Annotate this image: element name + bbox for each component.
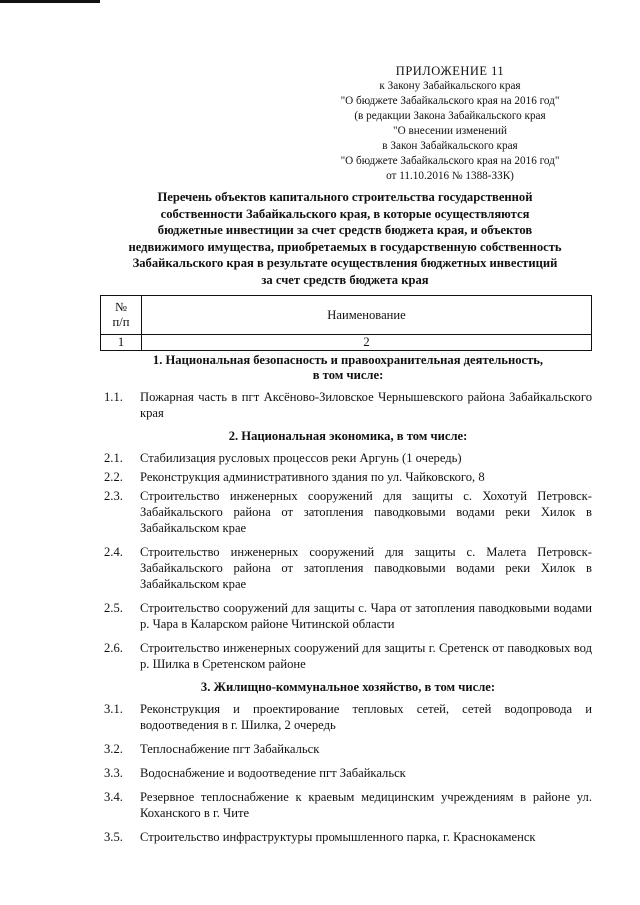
column-header-number-line1: № — [114, 300, 128, 314]
section-title-line: 1. Национальная безопасность и правоохранительная деятельность, — [152, 353, 544, 367]
appendix-line: к Закону Забайкальского края — [379, 80, 521, 92]
list-item — [104, 701, 592, 733]
appendix-line: (в редакции Закона Забайкальского края — [354, 110, 546, 122]
title-line: недвижимого имущества, приобретаемых в государственную собственность — [128, 239, 562, 254]
document-body — [104, 353, 592, 853]
list-item — [104, 544, 592, 592]
item-number: 3.1. — [104, 702, 123, 716]
item-text: Пожарная часть в пгт Аксёново-Зиловское Чернышевского района Забайкальского края — [140, 390, 592, 420]
list-item — [104, 829, 592, 845]
item-number: 2.2. — [104, 470, 123, 484]
column-header-name: Наименование — [142, 296, 592, 335]
column-index-1: 1 — [101, 335, 142, 351]
appendix-line: в Закон Забайкальского края — [382, 140, 518, 152]
item-text: Строительство сооружений для защиты с. Чара от затопления паводковыми водами р. Чара в Каларском районе Читинской области — [140, 601, 592, 631]
list-item — [104, 640, 592, 672]
title-line: бюджетные инвестиции за счет средств бюджета края, и объектов — [157, 223, 533, 237]
column-header-number — [101, 296, 142, 335]
item-text: Строительство инженерных сооружений для защиты с. Хохотуй Петровск-Забайкальского района от затопления паводковыми водами реки Хилок в Забайкальском крае — [140, 489, 592, 535]
list-item — [104, 469, 592, 485]
appendix-line: "О внесении изменений — [393, 125, 507, 137]
item-text: Строительство инфраструктуры промышленного парка, г. Краснокаменск — [140, 830, 536, 844]
appendix-line: от 11.10.2016 № 1388-ЗЗК) — [386, 170, 514, 182]
section-title — [104, 353, 592, 383]
section-national-economy — [104, 429, 592, 672]
section-title-line: 3. Жилищно-коммунальное хозяйство, в том числе: — [200, 680, 496, 694]
section-housing-utilities — [104, 680, 592, 845]
item-text: Строительство инженерных сооружений для защиты с. Малета Петровск-Забайкальского района от затопления паводковыми водами реки Хилок в Забайкальском крае — [140, 545, 592, 591]
appendix-line: "О бюджете Забайкальского края на 2016 год" — [340, 95, 560, 107]
item-text: Резервное теплоснабжение к краевым медицинским учреждениям в районе ул. Коханского в г. Чите — [140, 790, 592, 820]
section-title-line: в том числе: — [312, 368, 384, 382]
item-number: 3.5. — [104, 830, 123, 844]
section-title — [104, 429, 592, 444]
list-item — [104, 789, 592, 821]
item-number: 1.1. — [104, 390, 123, 404]
item-text: Теплоснабжение пгт Забайкальск — [140, 742, 320, 756]
title-line: за счет средств бюджета края — [261, 272, 429, 287]
item-number: 3.3. — [104, 766, 123, 780]
item-text: Водоснабжение и водоотведение пгт Забайкальск — [140, 766, 406, 780]
section-title-line: 2. Национальная экономика, в том числе: — [228, 429, 468, 443]
list-item — [104, 741, 592, 757]
title-line: Перечень объектов капитального строительства государственной — [157, 190, 533, 204]
list-table-header — [100, 295, 592, 351]
scan-edge-mark — [0, 0, 100, 3]
list-item — [104, 450, 592, 466]
item-number: 2.6. — [104, 641, 123, 655]
item-text: Строительство инженерных сооружений для защиты г. Сретенск от паводковых вод р. Шилка в Сретенском районе — [140, 641, 592, 671]
item-text: Реконструкция административного здания по ул. Чайковского, 8 — [140, 470, 485, 484]
title-line: Забайкальского края в результате осуществления бюджетных инвестиций — [132, 256, 558, 270]
document-title — [100, 189, 590, 288]
section-national-security — [104, 353, 592, 421]
list-item — [104, 389, 592, 421]
column-index-2: 2 — [142, 335, 592, 351]
list-item — [104, 488, 592, 536]
title-line: собственности Забайкальского края, в которые осуществляются — [160, 206, 530, 221]
appendix-title: ПРИЛОЖЕНИЕ 11 — [395, 64, 505, 78]
item-number: 2.3. — [104, 489, 123, 503]
list-item — [104, 765, 592, 781]
list-item — [104, 600, 592, 632]
section-title — [104, 680, 592, 695]
item-text: Стабилизация русловых процессов реки Аргунь (1 очередь) — [140, 451, 462, 465]
item-number: 2.5. — [104, 601, 123, 615]
item-number: 2.4. — [104, 545, 123, 559]
appendix-header — [300, 64, 600, 184]
column-header-number-line2: п/п — [112, 315, 130, 329]
item-number: 3.4. — [104, 790, 123, 804]
item-text: Реконструкция и проектирование тепловых сетей, сетей водопровода и водоотведения в г. Шилка, 2 очередь — [140, 702, 592, 732]
item-number: 3.2. — [104, 742, 123, 756]
appendix-line: "О бюджете Забайкальского края на 2016 год" — [340, 155, 560, 167]
item-number: 2.1. — [104, 451, 123, 465]
